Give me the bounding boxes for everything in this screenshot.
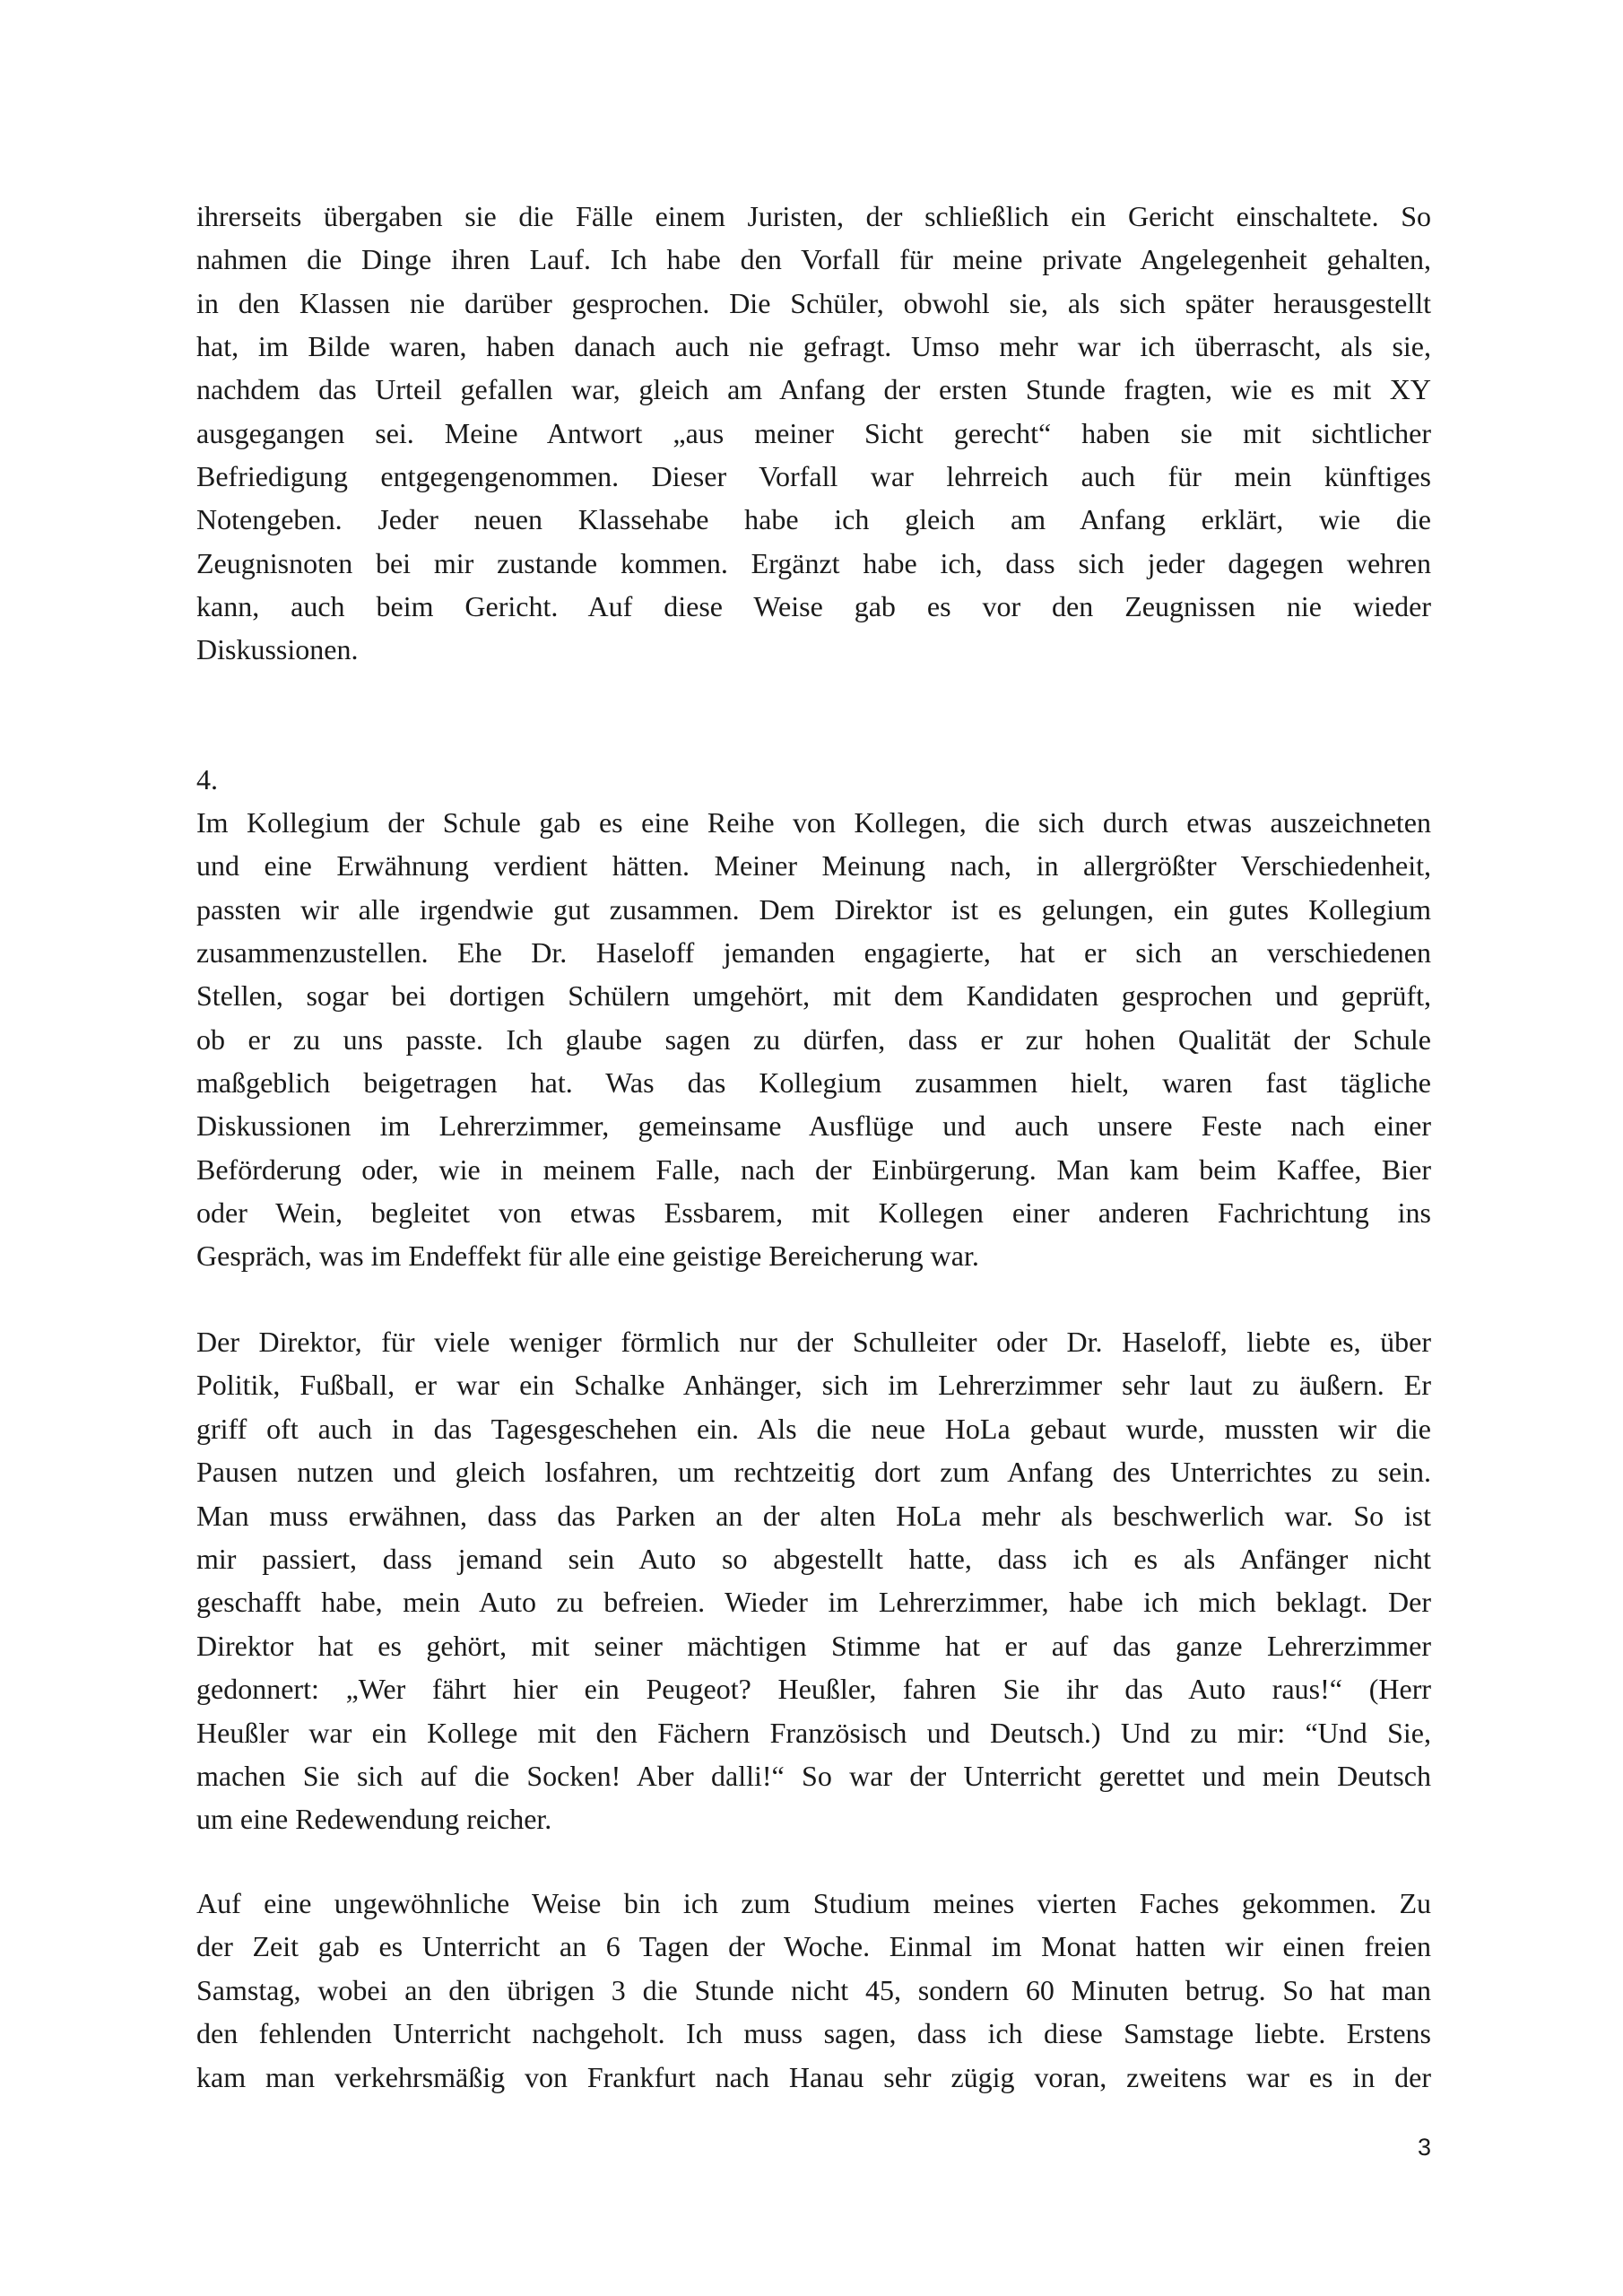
text-line: maßgeblich beigetragen hat. Was das Kollegium zusammen hielt, waren fast tägliche [196,1066,1431,1099]
text-line: Gespräch, was im Endeffekt für alle eine geistige Bereicherung war. [196,1239,979,1272]
page-number: 3 [1417,2134,1431,2161]
text-line: Heußler war ein Kollege mit den Fächern Französisch und Deutsch.) Und zu mir: “Und Sie, [196,1717,1431,1749]
text-line: in den Klassen nie darüber gesprochen. Die Schüler, obwohl sie, als sich später herausgestellt [196,287,1431,319]
text-line: ob er zu uns passte. Ich glaube sagen zu dürfen, dass er zur hohen Qualität der Schule [196,1023,1431,1056]
text-line: ihrerseits übergaben sie die Fälle einem Juristen, der schließlich ein Gericht einschaltete. So [196,200,1431,232]
text-line: und eine Erwähnung verdient hätten. Meiner Meinung nach, in allergrößter Verschiedenheit, [196,849,1431,882]
text-line: Man muss erwähnen, dass das Parken an der alten HoLa mehr als beschwerlich war. So ist [196,1500,1431,1532]
text-line: oder Wein, begleitet von etwas Essbarem, mit Kollegen einer anderen Fachrichtung ins [196,1196,1431,1229]
text-line: machen Sie sich auf die Socken! Aber dalli!“ So war der Unterricht gerettet und mein Deutsch [196,1760,1431,1792]
text-line: griff oft auch in das Tagesgeschehen ein. Als die neue HoLa gebaut wurde, mussten wir die [196,1413,1431,1445]
text-line: der Zeit gab es Unterricht an 6 Tagen der Woche. Einmal im Monat hatten wir einen freien [196,1930,1431,1962]
text-line: Zeugnisnoten bei mir zustande kommen. Ergänzt habe ich, dass sich jeder dagegen wehren [196,547,1431,579]
text-line: nahmen die Dinge ihren Lauf. Ich habe den Vorfall für meine private Angelegenheit gehalten, [196,243,1431,275]
section-number: 4. [196,763,218,796]
text-line: geschafft habe, mein Auto zu befreien. Wieder im Lehrerzimmer, habe ich mich beklagt. Der [196,1586,1431,1618]
text-line: Pausen nutzen und gleich losfahren, um rechtzeitig dort zum Anfang des Unterrichtes zu sein. [196,1456,1431,1488]
text-line: den fehlenden Unterricht nachgeholt. Ich muss sagen, dass ich diese Samstage liebte. Erstens [196,2017,1431,2049]
text-line: Befriedigung entgegengenommen. Dieser Vorfall war lehrreich auch für mein künftiges [196,460,1431,492]
text-line: Diskussionen im Lehrerzimmer, gemeinsame Ausflüge und auch unsere Feste nach einer [196,1109,1431,1142]
text-line: kann, auch beim Gericht. Auf diese Weise gab es vor den Zeugnissen nie wieder [196,590,1431,622]
text-line: kam man verkehrsmäßig von Frankfurt nach Hanau sehr zügig voran, zweitens war es in der [196,2061,1431,2093]
text-line: Diskussionen. [196,633,359,665]
text-line: Politik, Fußball, er war ein Schalke Anhänger, sich im Lehrerzimmer sehr laut zu äußern. Er [196,1369,1431,1401]
text-line: um eine Redewendung reicher. [196,1803,552,1835]
text-line: Samstag, wobei an den übrigen 3 die Stunde nicht 45, sondern 60 Minuten betrug. So hat man [196,1974,1431,2006]
text-line: Beförderung oder, wie in meinem Falle, nach der Einbürgerung. Man kam beim Kaffee, Bier [196,1153,1431,1186]
text-line: Auf eine ungewöhnliche Weise bin ich zum Studium meines vierten Faches gekommen. Zu [196,1887,1431,1919]
text-line: Der Direktor, für viele weniger förmlich nur der Schulleiter oder Dr. Haseloff, liebte es, über [196,1326,1431,1358]
text-line: ausgegangen sei. Meine Antwort „aus meiner Sicht gerecht“ haben sie mit sichtlicher [196,417,1431,449]
text-line: Direktor hat es gehört, mit seiner mächtigen Stimme hat er auf das ganze Lehrerzimmer [196,1630,1431,1662]
text-line: zusammenzustellen. Ehe Dr. Haseloff jemanden engagierte, hat er sich an verschiedenen [196,936,1431,969]
text-line: Stellen, sogar bei dortigen Schülern umgehört, mit dem Kandidaten gesprochen und geprüft, [196,979,1431,1012]
text-line: mir passiert, dass jemand sein Auto so abgestellt hatte, dass ich es als Anfänger nicht [196,1543,1431,1575]
text-line: gedonnert: „Wer fährt hier ein Peugeot? Heußler, fahren Sie ihr das Auto raus!“ (Herr [196,1673,1431,1705]
text-line: Im Kollegium der Schule gab es eine Reihe von Kollegen, die sich durch etwas auszeichneten [196,806,1431,839]
text-line: nachdem das Urteil gefallen war, gleich am Anfang der ersten Stunde fragten, wie es mit XY [196,373,1431,405]
text-line: Notengeben. Jeder neuen Klassehabe habe ich gleich am Anfang erklärt, wie die [196,503,1431,535]
text-line: passten wir alle irgendwie gut zusammen. Dem Direktor ist es gelungen, ein gutes Kollegium [196,893,1431,926]
text-line: hat, im Bilde waren, haben danach auch nie gefragt. Umso mehr war ich überrascht, als sie, [196,330,1431,362]
